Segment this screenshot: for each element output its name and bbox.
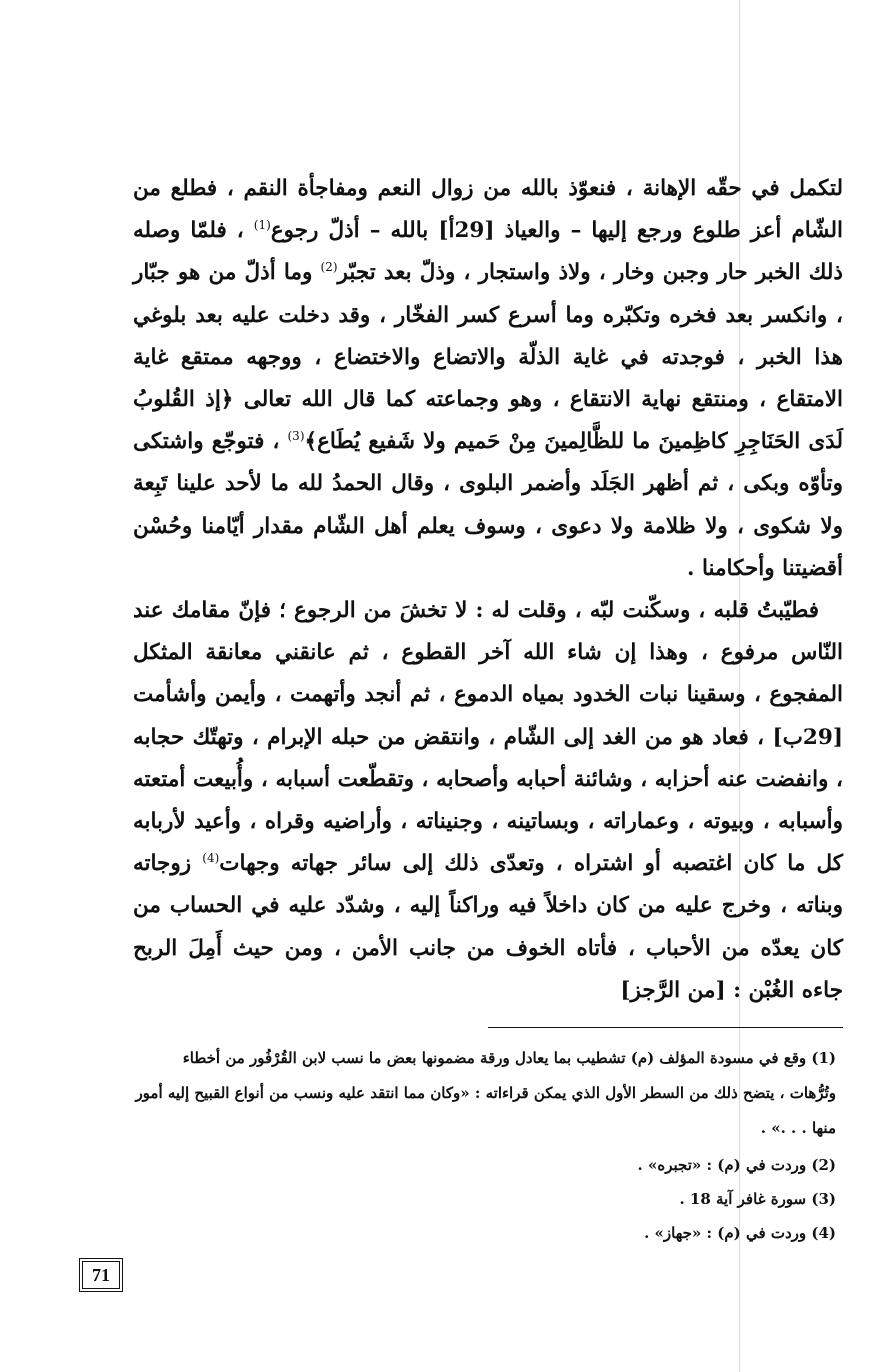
footnote-ref-4: (4) (202, 851, 220, 866)
footnote-3: (3) سورة غافر آية 18 . (679, 1190, 836, 1208)
page-number: 71 (82, 1261, 120, 1289)
paragraph-1-text-d: ، فتوجّع واشتكى وتأوّه وبكى ، ثم أظهر الجَلَد وأضمر البلوى ، وقال الحمدُ لله ما لأحد علينا تَبِعة ولا شكوى ، ولا ظلامة ولا دعوى ، وسوف يعلم أهل الشّام مقدار أيّامنا وحُسْن أقضيتنا وأحكامنا . (133, 429, 843, 581)
footnote-ref-1: (1) (253, 218, 271, 233)
paragraph-1-text-a: لتكمل في حقّه الإهانة ، فنعوّذ بالله من زوال النعم ومفاجأة النقم ، فطلع من الشّام أعز طلوع ورجع إليها – والعياذ [29أ] بالله – أذلّ رجوع (133, 176, 844, 244)
footnotes (133, 1041, 836, 1248)
footnote-4: (4) وردت في (م) : «جهاز» . (644, 1224, 836, 1242)
footnote-divider (488, 1027, 843, 1028)
paragraph-2-text-a: فطيّبتُ قلبه ، وسكّنت لبّه ، وقلت له : لا تخشَ من الرجوع ؛ فإنّ مقامك عند النّاس مرفوع ، وهذا إن شاء الله آخر القطوع ، ثم عانقني معانقة المثكل المفجوع ، وسقينا نبات الخدود بمياه الدموع ، ثم أنجد وأتهمت ، وأيمن وأشأمت [29ب] ، فعاد هو من الغد إلى الشّام ، وانتقض من حبله الإبرام ، وتهتّك حجابه ، وانفضت عنه أحزابه ، وشائنة أحبابه وأصحابه ، وتقطّعت أسبابه ، وأُبيعت أمتعته وأسبابه ، وبيوته ، وعماراته ، وبساتينه ، وجنيناته ، وأراضيه وقراه ، وأعيد لأربابه كل ما كان اغتصبه أو اشتراه ، وتعدّى ذلك إلى سائر جهاته وجهات (133, 598, 843, 877)
paragraph-2-text-b: زوجاته وبناته ، وخرج عليه من كان داخلاً فيه وراكناً إليه ، وشدّد عليه في الحساب من كان يعدّه من الأحباب ، فأتاه الخوف من جانب الأمن ، ومن حيث أَمِلَ الربح جاءه الغُبْن : [من الرَّجز] (133, 851, 843, 1003)
footnote-ref-2: (2) (320, 260, 338, 275)
footnote-ref-3: (3) (287, 429, 305, 444)
footnote-1: (1) وقع في مسودة المؤلف (م) تشطيب بما يعادل ورقة مضمونها بعض ما نسب لابن القُرْفُور من أخطاء وتُرُّهات ، يتضح ذلك من السطر الأول الذي يمكن قراءاته : «وكان مما انتقد عليه ونسب من أنواع القبيح إليه أمور منها . . .» . (135, 1049, 836, 1137)
paragraph-1 (133, 168, 843, 590)
main-text (133, 168, 843, 1012)
paragraph-1-text-c: وما أذلّ من هو جبّار ، وانكسر بعد فخره وتكبّره وما أسرع كسر الفخّار ، وقد دخلت عليه بعد بلوغي هذا الخبر ، فوجدته في غاية الذلّة والاتضاع والاختضاع ، ووجهه ممتقع غاية الامتقاع ، ومنتقع نهاية الانتقاع ، وهو وجماعته كما قال الله تعالى ﴿إذ القُلوبُ لَدَى الحَنَاجِرِ كاظِمينَ ما للظَّالِمينَ مِنْ حَميم ولا شَفيع يُطَاع﴾ (133, 260, 844, 455)
paragraph-1-text-b: ، فلمّا وصله ذلك الخبر حار وجبن وخار ، ولاذ واستجار ، وذلّ بعد تجبّر (133, 218, 843, 286)
paragraph-2 (133, 590, 843, 1012)
footnote-2: (2) وردت في (م) : «تجبره» . (637, 1156, 836, 1174)
